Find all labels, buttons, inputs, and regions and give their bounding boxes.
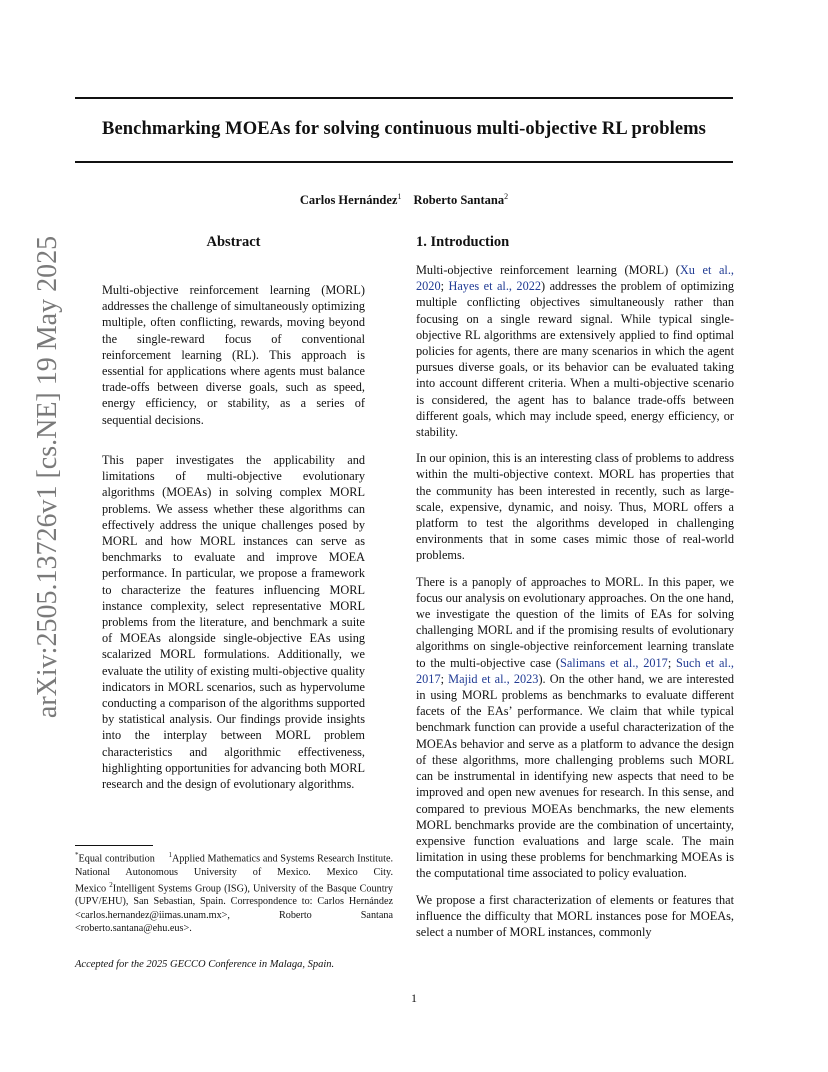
citation-link[interactable]: Such et al., 2017	[416, 655, 734, 686]
intro-paragraph: We propose a first characterization of elements or features that influence the difficulty that MORL instances pose for MOEAs, select a number of MORL instances, commonly	[416, 892, 734, 939]
title-rule-top	[75, 97, 733, 99]
author-name: Roberto Santana	[413, 193, 505, 208]
author-list	[75, 192, 733, 208]
paper-title: Benchmarking MOEAs for solving continuous multi-objective RL problems	[102, 119, 706, 139]
citation-link[interactable]: Hayes et al., 2022	[448, 279, 542, 294]
introduction-body	[416, 262, 734, 950]
footnote: *Equal contribution $^1$Applied Mathematics and Systems Research Institute. National Autonomous University of Mexico. Mexico City. Mexico $^2$Intelligent Systems Group (ISG), University of the Basque Country (UPV/EHU), San Sebastian, Spain. Correspondence to: Carlos Hernández <carlos.hernandez@iimas.unam.mx>, Roberto Santana <roberto.santana@ehu.eus>.	[75, 851, 394, 934]
author-affiliation-mark: 1	[397, 192, 402, 201]
author-affiliation-mark: 2	[504, 192, 509, 201]
citation-link[interactable]: Xu et al., 2020	[416, 263, 735, 294]
intro-paragraph: In our opinion, this is an interesting class of problems to address within the multi-objective context. MORL has properties that the community has been interested in recently, such as large-scale, expensive, dynamic, and noisy. Thus, MORL offers a platform to test the algorithms developed in challenging environments that in some cases mimic those of real-world problems.	[416, 451, 734, 563]
intro-paragraph: There is a panoply of approaches to MORL. In this paper, we focus our analysis on evolutionary approaches. On the one hand, we investigate the question of the limits of EAs for solving challenging MORL and if the promising results of evolutionary algorithms on single-objective reinforcement learning translate to the multi-objective case (Salimans et al., 2017; Such et al., 2017; Majid et al., 2023). On the other hand, we are interested in using MORL problems as benchmarks to evaluate different facets of the EAs’ performance. We claim that while typical benchmark function can provide a useful characterization of the MOEAs behavior and serve as a platform to advance the design of these algorithms, more challenging problems such MORL can be instrumental in identifying new aspects that need to be improved and open new avenues for research. In this sense, and compared to previous MOEAs benchmarks, the new elements MORL benchmarks provide are the combination of uncertainty, expensive function evaluations and large scale. The main limitation in using these problems for benchmarking MOEAs is the computational time associated to policy evaluation.	[416, 574, 734, 881]
arxiv-identifier: arXiv:2505.13726v1 [cs.NE] 19 May 2025	[32, 235, 63, 719]
conference-note: Accepted for the 2025 GECCO Conference in Malaga, Spain.	[75, 959, 335, 970]
intro-paragraph: Multi-objective reinforcement learning (MORL) (Xu et al., 2020; Hayes et al., 2022) addresses the problem of optimizing multiple conflicting objectives simultaneously rather than focusing on a single reward signal. While typical single-objective RL algorithms are extensively applied to find optimal policies for agents, there are many scenarios in which the agent pursues diverse goals, or its behavior can be evaluated taking into account different criteria. When a multi-objective scenario is considered, the agent has to balance trade-offs between different goals, which may include speed, energy efficiency, or stability.	[416, 263, 735, 440]
page-number: 1	[411, 991, 417, 1005]
title-rule-bottom	[75, 161, 733, 163]
footnote-rule	[75, 845, 153, 846]
abstract-paragraph: This paper investigates the applicability and limitations of multi-objective evolutionary algorithms (MOEAs) in solving complex MORL problems. We assess whether these algorithms can effectively address the unique challenges posed by MORL and how MORL instances can serve as benchmarks to evaluate and improve MOEA performance. In particular, we propose a framework to characterize the features influencing MORL instance complexity, select representative MORL problems from the literature, and benchmark a suite of MOEAs alongside single-objective EAs using scalarized MORL formulations. Additionally, we evaluate the utility of existing multi-objective quality indicators in MORL scenarios, such as hypervolume conducting a comparison of the algorithms supported by statistical analysis. Our findings provide insights into the interplay between MORL problem characteristics and algorithmic effectiveness, highlighting opportunities for advancing both MORL research and the design of evolutionary algorithms.	[102, 453, 365, 792]
abstract-paragraph: Multi-objective reinforcement learning (MORL) addresses the challenge of simultaneously optimizing multiple, often conflicting, rewards, moving beyond the single-reward focus of conventional reinforcement learning (RL). This approach is essential for applications where agents must balance trade-offs between diverse goals, such as speed, energy efficiency, or stability, as a series of sequential decisions.	[102, 283, 365, 427]
citation-link[interactable]: Majid et al., 2023	[448, 671, 539, 686]
abstract-heading: Abstract	[206, 234, 261, 250]
citation-link[interactable]: Salimans et al., 2017	[559, 655, 668, 670]
section-heading: 1. Introduction	[416, 234, 510, 250]
author-name: Carlos Hernández	[299, 193, 398, 208]
